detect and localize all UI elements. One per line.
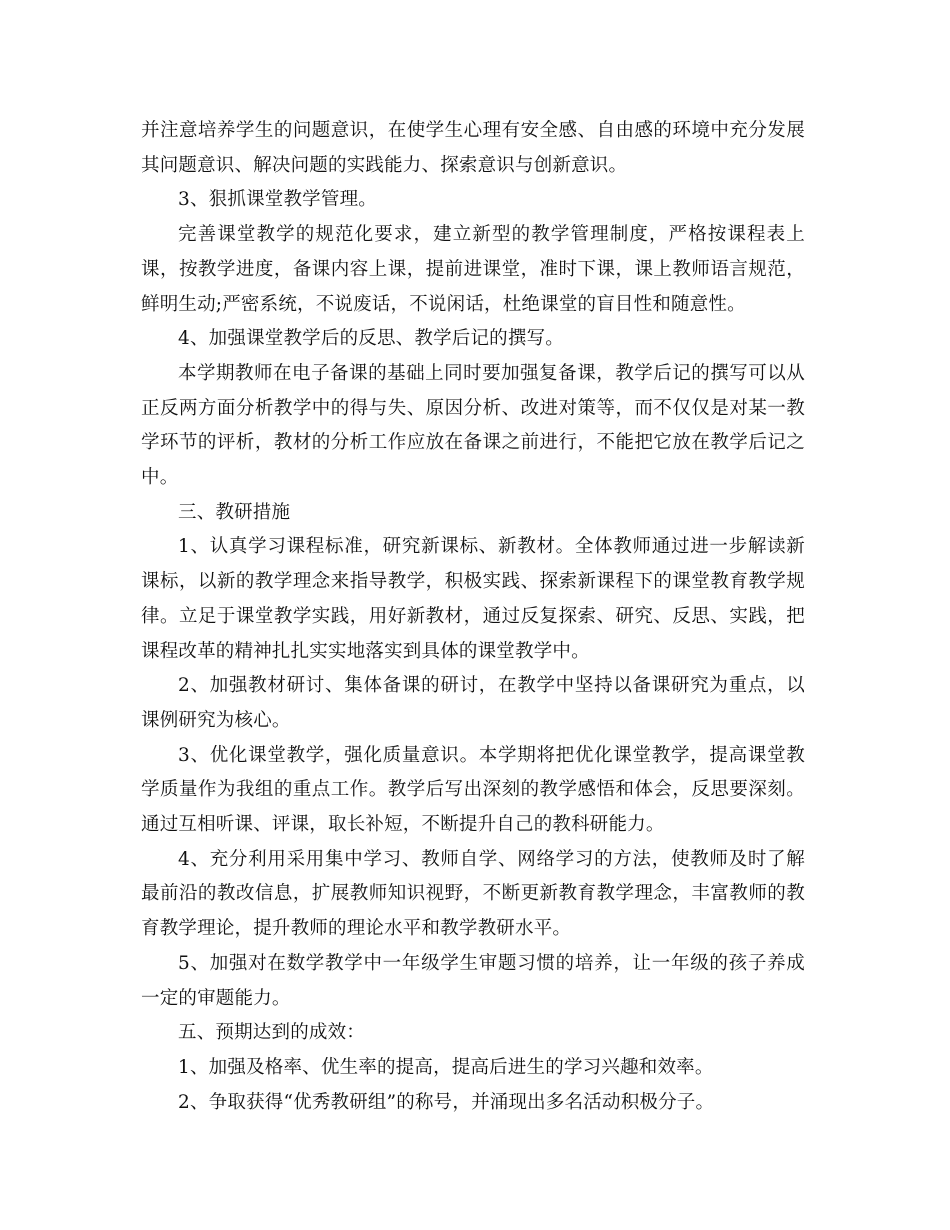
paragraph-measure-2: 2、加强教材研讨、集体备课的研讨，在教学中坚持以备课研究为重点，以课例研究为核心。 [141, 675, 805, 731]
heading-reflection: 4、加强课堂教学后的反思、教学后记的撰写。 [178, 328, 564, 350]
paragraph-reflection: 本学期教师在电子备课的基础上同时要加强复备课，教学后记的撰写可以从正反两方面分析教学中的得与失、原因分析、改进对策等，而不仅仅是对某一教学环节的评析，教材的分析工作应放在备课之前进行，不能把它放在教学后记之中。 [141, 362, 805, 489]
paragraph-measure-1: 1、认真学习课程标准，研究新课标、新教材。全体教师通过进一步解读新课标，以新的教学理念来指导教学，积极实践、探索新课程下的课堂教育教学规律。立足于课堂教学实践，用好新教材，通过反复探索、研究、反思、实践，把课程改革的精神扎扎实实地落实到具体的课堂教学中。 [141, 536, 805, 662]
paragraph-measure-3: 3、优化课堂教学，强化质量意识。本学期将把优化课堂教学，提高课堂教学质量作为我组的重点工作。教学后写出深刻的教学感悟和体会，反思要深刻。通过互相听课、评课，取长补短，不断提升自己的教科研能力。 [141, 744, 805, 836]
section-heading-research-measures: 三、教研措施 [178, 501, 291, 523]
paragraph-result-1: 1、加强及格率、优生率的提高，提高后进生的学习兴趣和效率。 [178, 1056, 714, 1078]
paragraph-result-2: 2、争取获得“优秀教研组”的称号，并涌现出多名活动积极分子。 [178, 1091, 715, 1113]
paragraph-continuation: 并注意培养学生的问题意识，在使学生心理有安全感、自由感的环境中充分发展其问题意识、解决问题的实践能力、探索意识与创新意识。 [141, 120, 805, 176]
paragraph-measure-4: 4、充分利用采用集中学习、教师自学、网络学习的方法，使教师及时了解最前沿的教改信息，扩展教师知识视野，不断更新教育教学理念，丰富教师的教育教学理论，提升教师的理论水平和教学教研水平。 [141, 848, 805, 940]
paragraph-classroom-management: 完善课堂教学的规范化要求，建立新型的教学管理制度，严格按课程表上课，按教学进度，备课内容上课，提前进课堂，准时下课，课上教师语言规范，鲜明生动;严密系统，不说废话，不说闲话，杜绝课堂的盲目性和随意性。 [141, 224, 805, 315]
section-heading-expected-results: 五、预期达到的成效： [178, 1022, 366, 1044]
paragraph-measure-5: 5、加强对在数学教学中一年级学生审题习惯的培养，让一年级的孩子养成一定的审题能力。 [141, 952, 805, 1009]
heading-classroom-management: 3、狠抓课堂教学管理。 [178, 189, 377, 211]
document-body [141, 114, 805, 1120]
